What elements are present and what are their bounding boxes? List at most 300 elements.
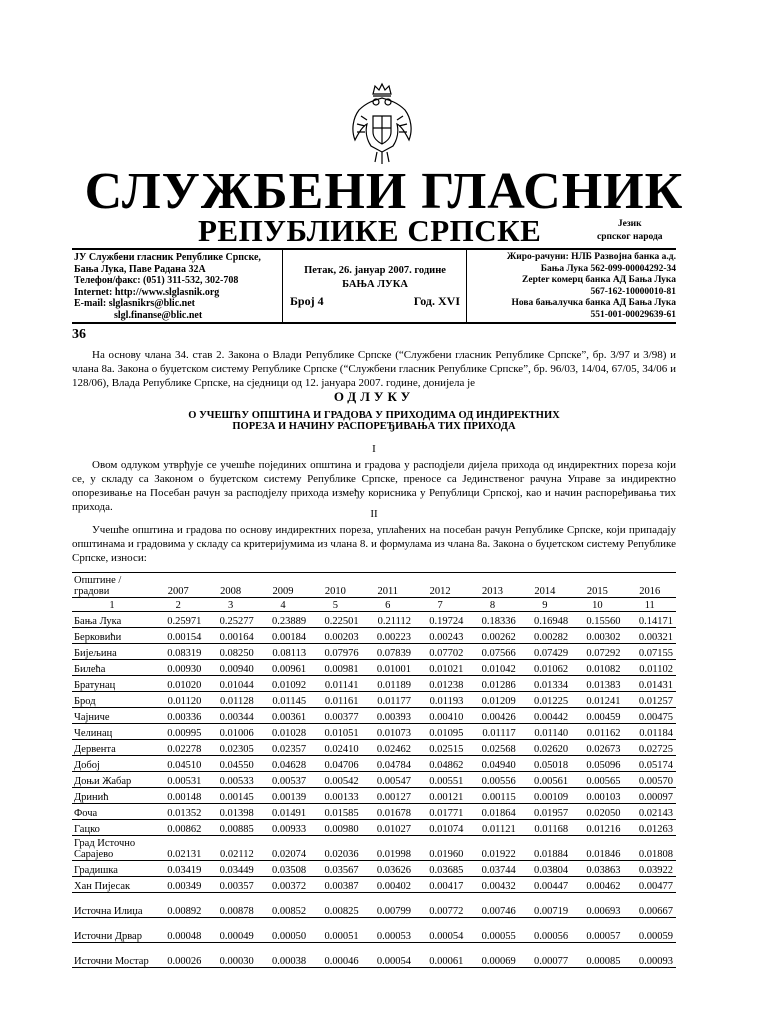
issue-date: Петак, 26. јануар 2007. године: [304, 265, 446, 276]
share-value-cell: 0.00164: [204, 628, 256, 644]
share-value-cell: 0.02673: [571, 740, 623, 756]
share-value-cell: 0.00426: [466, 708, 518, 724]
share-value-cell: 0.07976: [309, 644, 361, 660]
share-value-cell: 0.00336: [152, 708, 204, 724]
share-value-cell: 0.01241: [571, 692, 623, 708]
share-value-cell: 0.02568: [466, 740, 518, 756]
share-value-cell: 0.02074: [257, 836, 309, 861]
share-value-cell: 0.02112: [204, 836, 256, 861]
column-index-cell: 4: [257, 598, 309, 612]
column-index-cell: 10: [571, 598, 623, 612]
share-value-cell: 0.00402: [362, 877, 414, 893]
share-value-cell: 0.03685: [414, 861, 466, 877]
account-line: Бања Лука 562-099-00004292-34: [540, 263, 676, 274]
share-value-cell: 0.01352: [152, 804, 204, 820]
share-value-cell: 0.01028: [257, 724, 309, 740]
account-line: 551-001-00029639-61: [590, 309, 676, 320]
share-value-cell: 0.00940: [204, 660, 256, 676]
publisher-info: [74, 252, 261, 322]
share-value-cell: 0.00852: [257, 893, 309, 918]
share-value-cell: 0.01120: [152, 692, 204, 708]
share-value-cell: 0.01027: [362, 820, 414, 836]
share-value-cell: 0.00053: [362, 918, 414, 943]
share-value-cell: 0.00961: [257, 660, 309, 676]
share-value-cell: 0.00693: [571, 893, 623, 918]
header-divider-right: [466, 250, 467, 322]
preamble-text: На основу члана 34. став 2. Закона о Влади Републике Српске (“Службени гласник Републике Српске”, бр. 3/97 и 3/98) и члана 8а. Закона о буџетском систему Републике Српске (“Службени гласник Републике Српске”, бр. 96/03, 14/04, 67/05, 34/06 и 128/06), Влада Републике Српске, на сједници од 12. јануара 2007. године, донијела је: [72, 349, 676, 389]
share-value-cell: 0.01092: [257, 676, 309, 692]
table-row: [72, 676, 676, 692]
share-value-cell: 0.01193: [414, 692, 466, 708]
share-value-cell: 0.03922: [624, 861, 676, 877]
share-value-cell: 0.00055: [466, 918, 518, 943]
table-row: [72, 708, 676, 724]
share-value-cell: 0.01161: [309, 692, 361, 708]
column-index-cell: 2: [152, 598, 204, 612]
allocation-table: [72, 572, 676, 968]
share-value-cell: 0.00417: [414, 877, 466, 893]
share-value-cell: 0.00203: [309, 628, 361, 644]
table-row: [72, 918, 676, 943]
municipality-name-cell: Братунац: [72, 676, 152, 692]
share-value-cell: 0.00321: [624, 628, 676, 644]
share-value-cell: 0.07566: [466, 644, 518, 660]
share-value-cell: 0.01771: [414, 804, 466, 820]
share-value-cell: 0.01263: [624, 820, 676, 836]
column-header-year: 2014: [519, 573, 571, 598]
table-row: [72, 788, 676, 804]
share-value-cell: 0.14171: [624, 612, 676, 628]
share-value-cell: 0.01216: [571, 820, 623, 836]
share-value-cell: 0.01491: [257, 804, 309, 820]
table-row: [72, 756, 676, 772]
share-value-cell: 0.00109: [519, 788, 571, 804]
share-value-cell: 0.00056: [519, 918, 571, 943]
municipality-name-cell: Фоча: [72, 804, 152, 820]
share-value-cell: 0.07839: [362, 644, 414, 660]
share-value-cell: 0.02036: [309, 836, 361, 861]
share-value-cell: 0.00570: [624, 772, 676, 788]
issue-number: Број 4: [290, 294, 324, 308]
share-value-cell: 0.02305: [204, 740, 256, 756]
share-value-cell: 0.02278: [152, 740, 204, 756]
share-value-cell: 0.01209: [466, 692, 518, 708]
share-value-cell: 0.02462: [362, 740, 414, 756]
share-value-cell: 0.00097: [624, 788, 676, 804]
share-value-cell: 0.05174: [624, 756, 676, 772]
column-header-year: 2007: [152, 573, 204, 598]
share-value-cell: 0.01073: [362, 724, 414, 740]
share-value-cell: 0.00531: [152, 772, 204, 788]
share-value-cell: 0.00054: [362, 943, 414, 968]
share-value-cell: 0.02725: [624, 740, 676, 756]
share-value-cell: 0.00980: [309, 820, 361, 836]
share-value-cell: 0.00442: [519, 708, 571, 724]
section-1-label: I: [372, 443, 376, 455]
share-value-cell: 0.04706: [309, 756, 361, 772]
table-index-row: [72, 598, 676, 612]
share-value-cell: 0.00556: [466, 772, 518, 788]
share-value-cell: 0.00085: [571, 943, 623, 968]
share-value-cell: 0.00148: [152, 788, 204, 804]
language-note-line: Језик: [617, 219, 642, 229]
share-value-cell: 0.01006: [204, 724, 256, 740]
share-value-cell: 0.00145: [204, 788, 256, 804]
share-value-cell: 0.01998: [362, 836, 414, 861]
municipality-name-cell: Челинац: [72, 724, 152, 740]
share-value-cell: 0.01960: [414, 836, 466, 861]
share-value-cell: 0.00349: [152, 877, 204, 893]
share-value-cell: 0.00862: [152, 820, 204, 836]
table-row: [72, 644, 676, 660]
table-row: [72, 820, 676, 836]
share-value-cell: 0.00054: [414, 918, 466, 943]
municipality-name-cell: Дервента: [72, 740, 152, 756]
share-value-cell: 0.00057: [571, 918, 623, 943]
share-value-cell: 0.03863: [571, 861, 623, 877]
share-value-cell: 0.01884: [519, 836, 571, 861]
section-1-text: Овом одлуком утврђује се учешће појединих општина и градова у расподјели дијела прихода од индиректних пореза који се, у складу са Законом о буџетском систему Републике Српске, преносе са Јединственог рачуна Управе за индиректно опорезивање на Посебан рачун за расподјелу прихода између корисника у Републици Српској, као и начин распоређивања тих прихода.: [72, 459, 676, 513]
share-value-cell: 0.00372: [257, 877, 309, 893]
column-index-cell: 6: [362, 598, 414, 612]
share-value-cell: 0.00127: [362, 788, 414, 804]
share-value-cell: 0.01062: [519, 660, 571, 676]
share-value-cell: 0.01864: [466, 804, 518, 820]
share-value-cell: 0.00077: [519, 943, 571, 968]
share-value-cell: 0.01051: [309, 724, 361, 740]
share-value-cell: 0.03744: [466, 861, 518, 877]
coat-of-arms-icon: [337, 80, 427, 170]
table-row: [72, 861, 676, 877]
share-value-cell: 0.01189: [362, 676, 414, 692]
decision-title: ОДЛУКУ: [333, 389, 415, 404]
gazette-title: СЛУЖБЕНИ ГЛАСНИК: [84, 163, 684, 220]
share-value-cell: 0.03626: [362, 861, 414, 877]
decision-heading-line: ПОРЕЗА И НАЧИНУ РАСПОРЕЂИВАЊА ТИХ ПРИХОДА: [232, 421, 516, 432]
language-note-line: српског народа: [597, 232, 663, 242]
table-row: [72, 804, 676, 820]
column-index-cell: 11: [624, 598, 676, 612]
share-value-cell: 0.00049: [204, 918, 256, 943]
column-index-cell: 7: [414, 598, 466, 612]
share-value-cell: 0.00223: [362, 628, 414, 644]
column-header-year: 2010: [309, 573, 361, 598]
share-value-cell: 0.00533: [204, 772, 256, 788]
share-value-cell: 0.02143: [624, 804, 676, 820]
share-value-cell: 0.00393: [362, 708, 414, 724]
share-value-cell: 0.01044: [204, 676, 256, 692]
share-value-cell: 0.00377: [309, 708, 361, 724]
section-2-paragraph: [72, 523, 676, 565]
share-value-cell: 0.00103: [571, 788, 623, 804]
column-header-year: 2012: [414, 573, 466, 598]
share-value-cell: 0.00551: [414, 772, 466, 788]
table-row: [72, 660, 676, 676]
share-value-cell: 0.01128: [204, 692, 256, 708]
document-number: 36: [72, 327, 86, 342]
table-row: [72, 877, 676, 893]
share-value-cell: 0.05018: [519, 756, 571, 772]
share-value-cell: 0.04940: [466, 756, 518, 772]
share-value-cell: 0.00930: [152, 660, 204, 676]
share-value-cell: 0.03419: [152, 861, 204, 877]
municipality-name-cell: Брод: [72, 692, 152, 708]
share-value-cell: 0.04784: [362, 756, 414, 772]
municipality-name-cell: Гацко: [72, 820, 152, 836]
account-line: Жиро-рачуни: НЛБ Развојна банка а.д.: [506, 252, 676, 262]
section-1-paragraph: [72, 458, 676, 514]
column-header-year: 2013: [466, 573, 518, 598]
share-value-cell: 0.01585: [309, 804, 361, 820]
issue-year: Год. XVI: [413, 294, 460, 308]
publisher-line: Internet: http://www.slglasnik.org: [74, 286, 220, 298]
share-value-cell: 0.01184: [624, 724, 676, 740]
column-header-year: 2009: [257, 573, 309, 598]
share-value-cell: 0.01020: [152, 676, 204, 692]
share-value-cell: 0.01286: [466, 676, 518, 692]
column-header-year: 2008: [204, 573, 256, 598]
share-value-cell: 0.00302: [571, 628, 623, 644]
share-value-cell: 0.22501: [309, 612, 361, 628]
share-value-cell: 0.00561: [519, 772, 571, 788]
municipality-name-cell: Доњи Жабар: [72, 772, 152, 788]
share-value-cell: 0.02620: [519, 740, 571, 756]
share-value-cell: 0.08250: [204, 644, 256, 660]
share-value-cell: 0.08319: [152, 644, 204, 660]
share-value-cell: 0.00069: [466, 943, 518, 968]
issue-info: [290, 264, 460, 308]
table-row: [72, 740, 676, 756]
share-value-cell: 0.00995: [152, 724, 204, 740]
table-row: [72, 692, 676, 708]
share-value-cell: 0.03567: [309, 861, 361, 877]
table-row: [72, 612, 676, 628]
share-value-cell: 0.01074: [414, 820, 466, 836]
municipality-name-cell: Добој: [72, 756, 152, 772]
share-value-cell: 0.00477: [624, 877, 676, 893]
municipality-name-cell: Хан Пијесак: [72, 877, 152, 893]
table-row: [72, 628, 676, 644]
share-value-cell: 0.15560: [571, 612, 623, 628]
share-value-cell: 0.01141: [309, 676, 361, 692]
column-index-cell: 9: [519, 598, 571, 612]
column-index-cell: 1: [72, 598, 152, 612]
publisher-line: E-mail: slglasnikrs@blic.net: [74, 298, 195, 310]
share-value-cell: 0.00542: [309, 772, 361, 788]
share-value-cell: 0.00772: [414, 893, 466, 918]
share-value-cell: 0.00184: [257, 628, 309, 644]
table-row: [72, 943, 676, 968]
share-value-cell: 0.02515: [414, 740, 466, 756]
share-value-cell: 0.00357: [204, 877, 256, 893]
share-value-cell: 0.01922: [466, 836, 518, 861]
column-index-cell: 3: [204, 598, 256, 612]
share-value-cell: 0.07702: [414, 644, 466, 660]
share-value-cell: 0.01168: [519, 820, 571, 836]
share-value-cell: 0.00459: [571, 708, 623, 724]
share-value-cell: 0.00719: [519, 893, 571, 918]
share-value-cell: 0.23889: [257, 612, 309, 628]
share-value-cell: 0.00051: [309, 918, 361, 943]
column-header-year: 2016: [624, 573, 676, 598]
share-value-cell: 0.00139: [257, 788, 309, 804]
share-value-cell: 0.01238: [414, 676, 466, 692]
municipality-name-cell: Бања Лука: [72, 612, 152, 628]
share-value-cell: 0.01145: [257, 692, 309, 708]
publisher-line: Бања Лука, Паве Радана 32А: [74, 263, 206, 275]
publisher-line: Телефон/факс: (051) 311-532, 302-708: [74, 275, 239, 287]
share-value-cell: 0.21112: [362, 612, 414, 628]
share-value-cell: 0.01117: [466, 724, 518, 740]
share-value-cell: 0.00133: [309, 788, 361, 804]
share-value-cell: 0.07292: [571, 644, 623, 660]
share-value-cell: 0.03449: [204, 861, 256, 877]
table-row: [72, 836, 676, 861]
column-index-cell: 8: [466, 598, 518, 612]
share-value-cell: 0.01957: [519, 804, 571, 820]
share-value-cell: 0.01334: [519, 676, 571, 692]
share-value-cell: 0.00038: [257, 943, 309, 968]
share-value-cell: 0.00115: [466, 788, 518, 804]
account-line: 567-162-10000010-81: [590, 286, 676, 297]
share-value-cell: 0.07429: [519, 644, 571, 660]
municipality-name-cell: Бијељина: [72, 644, 152, 660]
share-value-cell: 0.01121: [466, 820, 518, 836]
share-value-cell: 0.00387: [309, 877, 361, 893]
section-2-text: Учешће општина и градова по основу индиректних пореза, уплаћених на посебан рачун Републике Српске, који припадају општинама и градовима у складу са критеријумима из члана 8. и формулама из члана 8а. Закона о буџетском систему Републике Српске, износи:: [72, 524, 676, 564]
share-value-cell: 0.01021: [414, 660, 466, 676]
share-value-cell: 0.01846: [571, 836, 623, 861]
share-value-cell: 0.01257: [624, 692, 676, 708]
language-note: [597, 218, 663, 244]
share-value-cell: 0.07155: [624, 644, 676, 660]
share-value-cell: 0.00565: [571, 772, 623, 788]
share-value-cell: 0.01678: [362, 804, 414, 820]
share-value-cell: 0.00667: [624, 893, 676, 918]
account-line: Нова бањалучка банка АД Бања Лука: [511, 298, 676, 309]
share-value-cell: 0.00048: [152, 918, 204, 943]
publisher-line: ЈУ Службени гласник Републике Српске,: [74, 252, 261, 263]
share-value-cell: 0.08113: [257, 644, 309, 660]
share-value-cell: 0.01431: [624, 676, 676, 692]
share-value-cell: 0.00030: [204, 943, 256, 968]
share-value-cell: 0.02357: [257, 740, 309, 756]
share-value-cell: 0.00026: [152, 943, 204, 968]
share-value-cell: 0.00050: [257, 918, 309, 943]
share-value-cell: 0.00432: [466, 877, 518, 893]
table-row: [72, 724, 676, 740]
decision-heading-line: О УЧЕШЋУ ОПШТИНА И ГРАДОВА У ПРИХОДИМА ОД ИНДИРЕКТНИХ: [188, 410, 560, 421]
share-value-cell: 0.05096: [571, 756, 623, 772]
municipality-name-cell: Дринић: [72, 788, 152, 804]
issue-city: БАЊА ЛУКА: [342, 279, 408, 290]
share-value-cell: 0.01042: [466, 660, 518, 676]
share-value-cell: 0.01808: [624, 836, 676, 861]
bank-accounts: [507, 252, 676, 322]
share-value-cell: 0.00799: [362, 893, 414, 918]
municipality-name-cell: Град Источно Сарајево: [72, 836, 152, 861]
share-value-cell: 0.00746: [466, 893, 518, 918]
share-value-cell: 0.25971: [152, 612, 204, 628]
municipality-name-cell: Чајниче: [72, 708, 152, 724]
gazette-subtitle: РЕПУБЛИКЕ СРПСКЕ: [198, 213, 542, 248]
publisher-line: slgl.finanse@blic.net: [114, 309, 203, 321]
share-value-cell: 0.00885: [204, 820, 256, 836]
share-value-cell: 0.04862: [414, 756, 466, 772]
share-value-cell: 0.00361: [257, 708, 309, 724]
share-value-cell: 0.01140: [519, 724, 571, 740]
share-value-cell: 0.01001: [362, 660, 414, 676]
share-value-cell: 0.00282: [519, 628, 571, 644]
share-value-cell: 0.04628: [257, 756, 309, 772]
municipality-name-cell: Билећа: [72, 660, 152, 676]
header-bottom-rule: [72, 322, 676, 324]
share-value-cell: 0.03508: [257, 861, 309, 877]
share-value-cell: 0.01177: [362, 692, 414, 708]
share-value-cell: 0.02050: [571, 804, 623, 820]
share-value-cell: 0.00475: [624, 708, 676, 724]
share-value-cell: 0.18336: [466, 612, 518, 628]
share-value-cell: 0.16948: [519, 612, 571, 628]
share-value-cell: 0.00537: [257, 772, 309, 788]
column-header-year: 2015: [571, 573, 623, 598]
share-value-cell: 0.19724: [414, 612, 466, 628]
municipality-name-cell: Источна Илиџа: [72, 893, 152, 918]
share-value-cell: 0.00154: [152, 628, 204, 644]
table-row: [72, 772, 676, 788]
header-top-rule: [72, 248, 676, 250]
share-value-cell: 0.00243: [414, 628, 466, 644]
share-value-cell: 0.00933: [257, 820, 309, 836]
share-value-cell: 0.25277: [204, 612, 256, 628]
column-index-cell: 5: [309, 598, 361, 612]
share-value-cell: 0.01095: [414, 724, 466, 740]
share-value-cell: 0.00892: [152, 893, 204, 918]
municipality-name-cell: Источни Мостар: [72, 943, 152, 968]
share-value-cell: 0.00093: [624, 943, 676, 968]
share-value-cell: 0.01102: [624, 660, 676, 676]
share-value-cell: 0.01082: [571, 660, 623, 676]
share-value-cell: 0.00061: [414, 943, 466, 968]
header-divider-left: [282, 250, 283, 322]
table-header-row: [72, 573, 676, 598]
column-header-year: 2011: [362, 573, 414, 598]
account-line: Zepter комерц банка АД Бања Лука: [522, 275, 676, 286]
share-value-cell: 0.00344: [204, 708, 256, 724]
share-value-cell: 0.00547: [362, 772, 414, 788]
share-value-cell: 0.01225: [519, 692, 571, 708]
municipality-name-cell: Берковићи: [72, 628, 152, 644]
share-value-cell: 0.00262: [466, 628, 518, 644]
table-row: [72, 893, 676, 918]
share-value-cell: 0.01383: [571, 676, 623, 692]
municipality-name-cell: Источни Дрвар: [72, 918, 152, 943]
share-value-cell: 0.01162: [571, 724, 623, 740]
share-value-cell: 0.02131: [152, 836, 204, 861]
decision-heading: [72, 410, 676, 432]
share-value-cell: 0.00046: [309, 943, 361, 968]
share-value-cell: 0.00447: [519, 877, 571, 893]
municipality-name-cell: Градишка: [72, 861, 152, 877]
share-value-cell: 0.00121: [414, 788, 466, 804]
share-value-cell: 0.00059: [624, 918, 676, 943]
share-value-cell: 0.02410: [309, 740, 361, 756]
share-value-cell: 0.04510: [152, 756, 204, 772]
share-value-cell: 0.00462: [571, 877, 623, 893]
share-value-cell: 0.03804: [519, 861, 571, 877]
share-value-cell: 0.00878: [204, 893, 256, 918]
share-value-cell: 0.00825: [309, 893, 361, 918]
